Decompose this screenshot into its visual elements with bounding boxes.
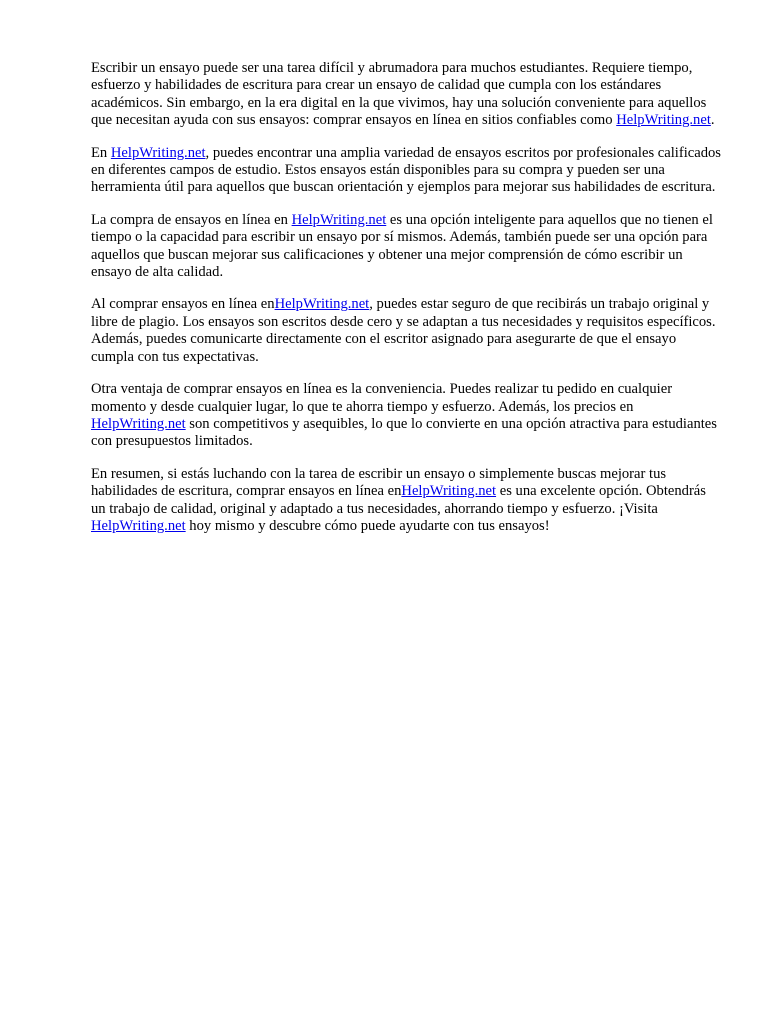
- helpwriting-link[interactable]: HelpWriting.net: [616, 112, 711, 129]
- paragraph: [91, 381, 721, 451]
- paragraph-text: hoy mismo y descubre cómo puede ayudarte con tus ensayos!: [185, 517, 550, 534]
- paragraph: [91, 296, 721, 366]
- paragraph-text: son competitivos y asequibles, lo que lo convierte en una opción atractiva para estudiantes con presupuestos limitados.: [91, 415, 717, 450]
- paragraph-text: es una excelente opción. Obtendrás un trabajo de calidad, original y adaptado a tus necesidades, ahorrando tiempo y esfuerzo. ¡Visita: [91, 483, 706, 517]
- paragraph-text: Al comprar ensayos en línea en: [91, 296, 275, 313]
- helpwriting-link[interactable]: HelpWriting.net: [291, 211, 387, 228]
- helpwriting-link[interactable]: HelpWriting.net: [110, 144, 206, 161]
- paragraph: [91, 212, 721, 282]
- helpwriting-link[interactable]: HelpWriting.net: [401, 483, 497, 500]
- helpwriting-link[interactable]: HelpWriting.net: [274, 296, 370, 313]
- helpwriting-link[interactable]: HelpWriting.net: [91, 517, 186, 534]
- paragraph: [91, 466, 721, 536]
- paragraph-text: En: [91, 144, 111, 161]
- paragraph-text: , puedes encontrar una amplia variedad de ensayos escritos por profesionales calificados en diferentes campos de estudio. Estos ensayos están disponibles para su compra y pueden ser una herramienta útil para aquellos que buscan orientación y ejemplos para mejorar sus habilidades de escritura.: [91, 144, 721, 196]
- paragraph-text: .: [710, 112, 715, 129]
- document-body: [91, 60, 721, 550]
- paragraph: [91, 60, 721, 130]
- paragraph: [91, 145, 721, 197]
- paragraph-text: Otra ventaja de comprar ensayos en línea es la conveniencia. Puedes realizar tu pedido en cualquier momento y desde cualquier lugar, lo que te ahorra tiempo y esfuerzo. Además, los precios en: [91, 381, 673, 415]
- paragraph-text: , puedes estar seguro de que recibirás un trabajo original y libre de plagio. Los ensayos son escritos desde cero y se adaptan a tus necesidades y requisitos específicos. Además, puedes comunicarte directamente con el escritor asignado para asegurarte de que el ensayo cumpla con tus expectativas.: [91, 296, 716, 365]
- paragraph-text: En resumen, si estás luchando con la tarea de escribir un ensayo o simplemente buscas mejorar tus habilidades de escritura, comprar ensayos en línea en: [91, 465, 667, 500]
- helpwriting-link[interactable]: HelpWriting.net: [91, 415, 186, 432]
- paragraph-text: Escribir un ensayo puede ser una tarea difícil y abrumadora para muchos estudiantes. Requiere tiempo, esfuerzo y habilidades de escritura para crear un ensayo de calidad que cumpla con los estándares académicos. Sin embargo, en la era digital en la que vivimos, hay una solución conveniente para aquellos que necesitan ayuda con sus ensayos: comprar ensayos en línea en sitios confiables como: [91, 60, 707, 129]
- paragraph-text: La compra de ensayos en línea en: [91, 211, 292, 228]
- paragraph-text: es una opción inteligente para aquellos que no tienen el tiempo o la capacidad para escribir un ensayo por sí mismos. Además, también puede ser una opción para aquellos que buscan mejorar sus calificaciones y obtener una mejor comprensión de cómo escribir un ensayo de alta calidad.: [91, 211, 713, 281]
